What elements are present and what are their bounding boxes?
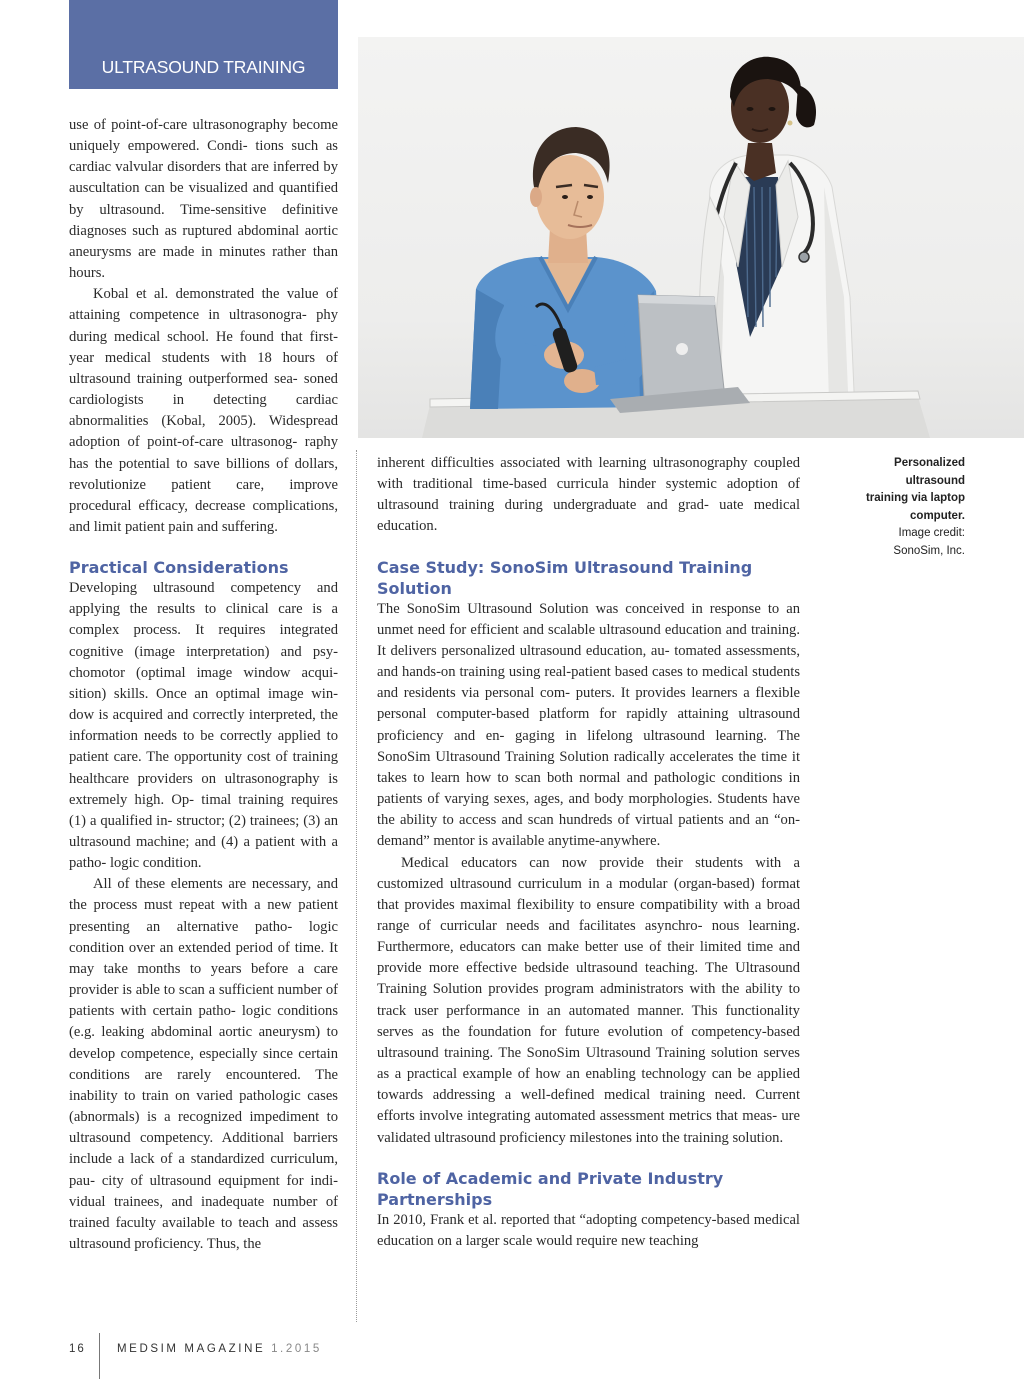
training-photo-illustration [358, 37, 1024, 438]
educators-paragraph: Medical educators can now provide their students with a customized ultrasound curriculum in a modular (organ-based) format that provides maximal flexibility to ensure compatibility with a broad range of curricular needs and facilitates asynchro- nous learning. Furthermore, educators can make better use of their limited time and provide more effective bedside ultrasound teaching. The Ultrasound Training Solution provides program administrators with the ability to track user performance in an automated manner. This functionality serves as the foundation for future evolution of competency-based ultrasound training. The SonoSim Ultrasound Training solution serves as a practical example of how an enabling technology can be applied towards addressing a well-defined medical training need. Current efforts involve integrating automated assessment metrics that meas- ure validated ultrasound proficiency milestones into the training solution. [377, 854, 801, 1146]
section-title: ULTRASOUND TRAINING [101, 57, 306, 77]
page-number: 16 [69, 1343, 86, 1355]
image-credit-label: Image credit: [898, 527, 965, 540]
kobal-paragraph: Kobal et al. demonstrated the value of attaining competence in ultrasonogra- phy during medical school. He found that first-year medical students with 18 hours of ultrasound training outperformed sea- soned cardiologists in detecting cardiac abnormalities (Kobal, 2005). Widespread adoption of point-of-care ultrasonog- raphy has the potential to save billions of dollars, revolutionize patient care, improve procedural efficacy, decrease complications, and limit patient pain and suffering. [69, 286, 339, 535]
role-partnerships-heading: Role of Academic and Private Industry Partnerships [377, 1168, 724, 1209]
magazine-issue: 1.2015 [271, 1343, 322, 1355]
photo-caption [845, 455, 965, 561]
column-divider [356, 450, 357, 1322]
practical-paragraph: Developing ultrasound competency and applying the results to clinical care is a complex process. It requires integrated cognitive (image interpretation) and psy- chomotor (optimal image window acqui- sition) skills. Once an optimal image win- dow is acquired and correctly interpreted, the information needs to be correctly applied to patient care. The opportunity cost of training healthcare providers on ultrasonography is extremely high. Op- timal training requires (1) a qualified in- structor; (2) trainees; (3) an ultrasound machine; and (4) a patient with a patho- logic condition. [69, 580, 339, 872]
case-study-heading: Case Study: SonoSim Ultrasound Training Solution [377, 557, 753, 598]
section-banner [69, 0, 338, 89]
continued-paragraph: inherent difficulties associated with learning ultrasonography coupled with traditional time-based curricula hinder systemic adoption of ultrasound training during undergraduate and grad- uate medical education. [377, 455, 800, 535]
role-paragraph: In 2010, Frank et al. reported that “adopting competency-based medical education on a larger scale would require new teaching [377, 1211, 800, 1249]
magazine-footer [117, 1343, 322, 1355]
practical-considerations-heading: Practical Considerations [69, 558, 289, 578]
elements-paragraph: All of these elements are necessary, and the process must repeat with a new patient presenting an alternative patho- logic condition over an extended period of time. It may take months to years before a care provider is able to scan a sufficient number of patients with certain patho- logic conditions (e.g. leaking abdominal aortic aneurysm) to develop competence, especially since certain conditions are rarely encountered. The inability to train on varied pathologic cases (abnormals) is a recognized impediment to ultrasound competency. Additional barriers include a lack of a standardized curriculum, pau- city of ultrasound equipment for indi- vidual trainees, and inadequate number of trained faculty available to teach and assess ultrasound proficiency. Thus, the [69, 876, 339, 1252]
footer-divider [99, 1333, 100, 1379]
image-credit-source: SonoSim, Inc. [893, 544, 965, 557]
caption-line: training via laptop [865, 492, 965, 505]
training-photo [358, 37, 1024, 438]
caption-line: computer. [910, 509, 965, 522]
case-study-paragraph: The SonoSim Ultrasound Solution was conceived in response to an unmet need for efficient and scalable ultrasound education and training. It delivers personalized ultrasound education, au- tomated assessments, and hands-on training using real-patient based cases to medical students and residents via personal com- puters. It provides learners a flexible personal computer-based platform for rapidly attaining ultrasound proficiency and en- gaging in lifelong ultrasound learning. The SonoSim Ultrasound Training Solution radically accelerates the time it takes to learn how to scan both normal and pathologic conditions in patients of varying sexes, ages, and body morphologies. Students have the ability to access and scan hundreds of virtual patients and an “on-demand” mentor is available anytime-anywhere. [377, 600, 801, 850]
left-column [69, 115, 338, 1255]
caption-line: ultrasound [905, 474, 965, 487]
middle-column [377, 453, 800, 1252]
intro-paragraph: use of point-of-care ultrasonography become uniquely empowered. Condi- tions such as cardiac valvular disorders that are inferred by auscultation can be visualized and quantified by ultrasound. Time-sensitive definitive diagnoses such as ruptured abdominal aortic aneurysms are made in minutes rather than hours. [69, 117, 339, 282]
caption-line: Personalized [894, 457, 965, 469]
magazine-name: MEDSIM MAGAZINE [117, 1343, 266, 1355]
